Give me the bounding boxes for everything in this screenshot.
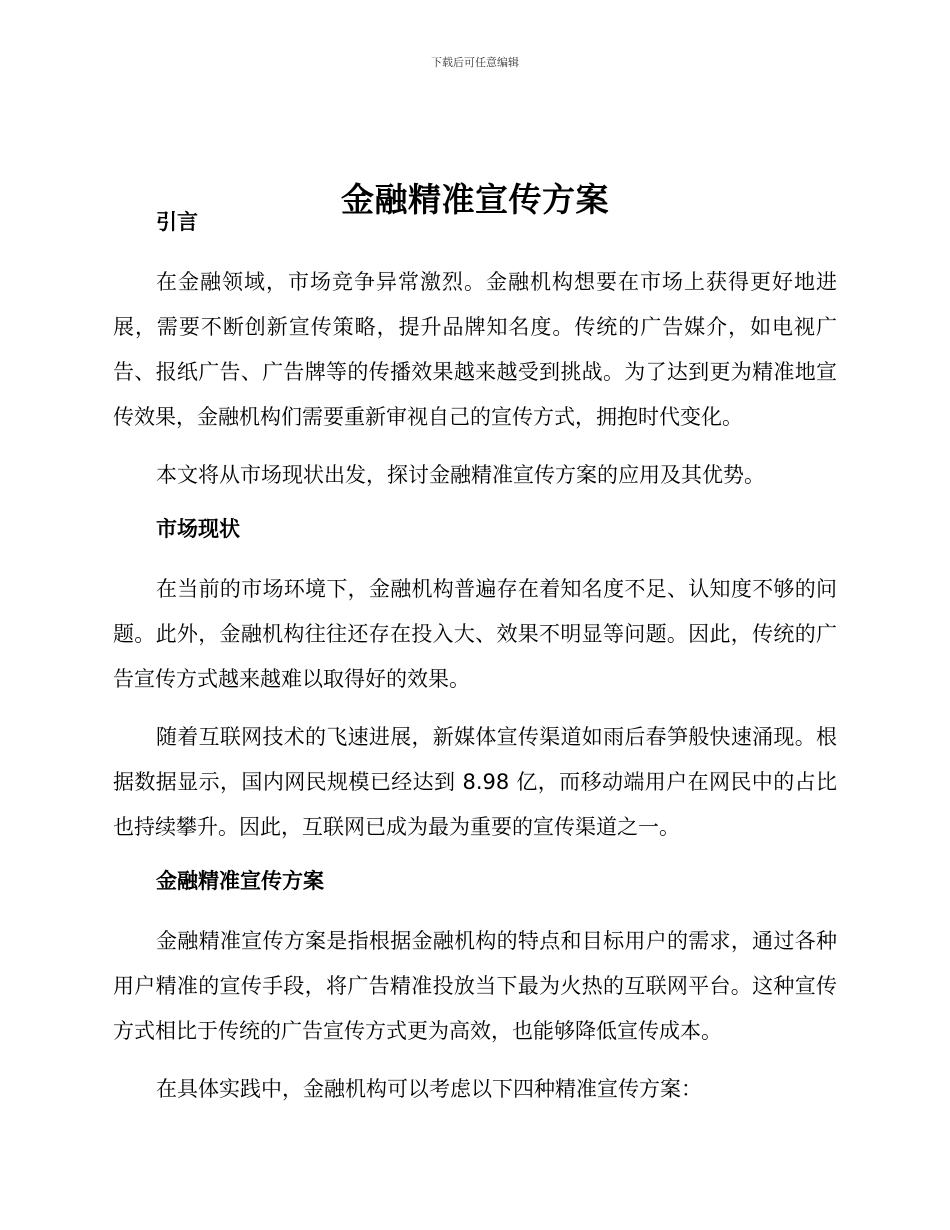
header-note: 下载后可任意编辑: [431, 56, 519, 69]
section-heading-market: 市场现状: [156, 517, 240, 541]
section-heading-plan: 金融精准宣传方案: [156, 869, 324, 893]
section-heading-intro: 引言: [156, 210, 198, 234]
document-body: [113, 205, 837, 1112]
paragraph-market-1: 在当前的市场环境下，金融机构普遍存在着知名度不足、认知度不够的问题。此外，金融机构往往还存在投入大、效果不明显等问题。因此，传统的广告宣传方式越来越难以取得好的效果。: [113, 577, 837, 691]
paragraph-plan-2: 在具体实践中，金融机构可以考虑以下四种精准宣传方案：: [156, 1077, 702, 1101]
paragraph-intro-1: 在金融领域，市场竞争异常激烈。金融机构想要在市场上获得更好地进展，需要不断创新宣传策略，提升品牌知名度。传统的广告媒介，如电视广告、报纸广告、广告牌等的传播效果越来越受到挑战。为了达到更为精准地宣传效果，金融机构们需要重新审视自己的宣传方式，拥抱时代变化。: [113, 270, 837, 429]
document-title: 金融精准宣传方案: [341, 180, 609, 220]
paragraph-market-2: 随着互联网技术的飞速进展，新媒体宣传渠道如雨后春笋般快速涌现。根据数据显示，国内网民规模已经达到 8.98 亿，而移动端用户在网民中的占比也持续攀升。因此，互联网已成为最为重要的宣传渠道之一。: [113, 725, 837, 839]
paragraph-plan-1: 金融精准宣传方案是指根据金融机构的特点和目标用户的需求，通过各种用户精准的宣传手段，将广告精准投放当下最为火热的互联网平台。这种宣传方式相比于传统的广告宣传方式更为高效，也能够降低宣传成本。: [113, 929, 837, 1043]
paragraph-intro-2: 本文将从市场现状出发，探讨金融精准宣传方案的应用及其优势。: [156, 463, 765, 487]
